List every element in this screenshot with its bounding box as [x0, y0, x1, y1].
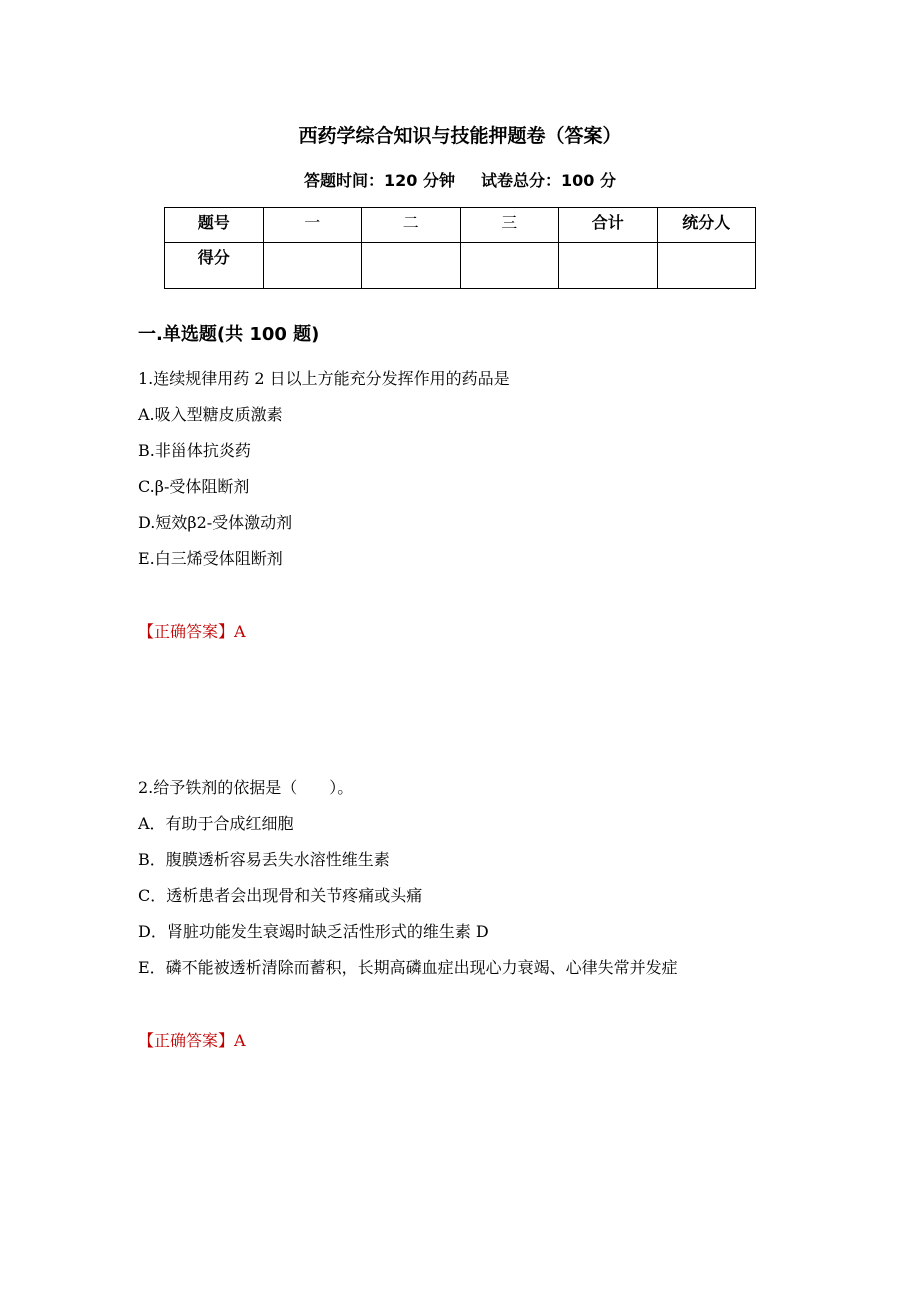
score-cell: [559, 243, 658, 289]
question-stem: 1.连续规律用药 2 日以上方能充分发挥作用的药品是: [138, 369, 510, 388]
document-title: 西药学综合知识与技能押题卷（答案）: [298, 125, 622, 147]
section-title: 一.单选题(共 100 题): [138, 324, 320, 345]
correct-answer: 【正确答案】A: [138, 622, 246, 641]
question-option: B.非甾体抗炎药: [138, 441, 251, 460]
question-option: D.短效β2-受体激动剂: [138, 513, 293, 532]
question-stem: 2.给予铁剂的依据是（ ）。: [138, 778, 354, 797]
question-option: C.β-受体阻断剂: [138, 477, 250, 496]
score-cell: [657, 243, 756, 289]
score-table-score-row: [165, 243, 756, 289]
correct-answer: 【正确答案】A: [138, 1031, 246, 1050]
total-score: 试卷总分：100 分: [481, 171, 616, 190]
score-header-cell: 二: [362, 208, 461, 243]
question-option: E．磷不能被透析清除而蓄积，长期高磷血症出现心力衰竭、心律失常并发症: [138, 958, 678, 977]
exam-time: 答题时间：120 分钟: [304, 171, 455, 190]
score-table: [164, 207, 756, 289]
question-option: B．腹膜透析容易丢失水溶性维生素: [138, 850, 390, 869]
score-row-label: 得分: [165, 243, 264, 289]
score-cell: [263, 243, 362, 289]
exam-meta: [0, 169, 920, 193]
question-option: D．肾脏功能发生衰竭时缺乏活性形式的维生素 D: [138, 922, 489, 941]
question-option: A.吸入型糖皮质激素: [138, 405, 283, 424]
question-option: E.白三烯受体阻断剂: [138, 549, 283, 568]
score-cell: [362, 243, 461, 289]
score-header-cell: 统分人: [657, 208, 756, 243]
question-option: C．透析患者会出现骨和关节疼痛或头痛: [138, 886, 423, 905]
score-table-header-row: [165, 208, 756, 243]
score-header-cell: 题号: [165, 208, 264, 243]
score-header-cell: 一: [263, 208, 362, 243]
question-option: A．有助于合成红细胞: [138, 814, 294, 833]
score-header-cell: 合计: [559, 208, 658, 243]
score-cell: [460, 243, 559, 289]
score-header-cell: 三: [460, 208, 559, 243]
